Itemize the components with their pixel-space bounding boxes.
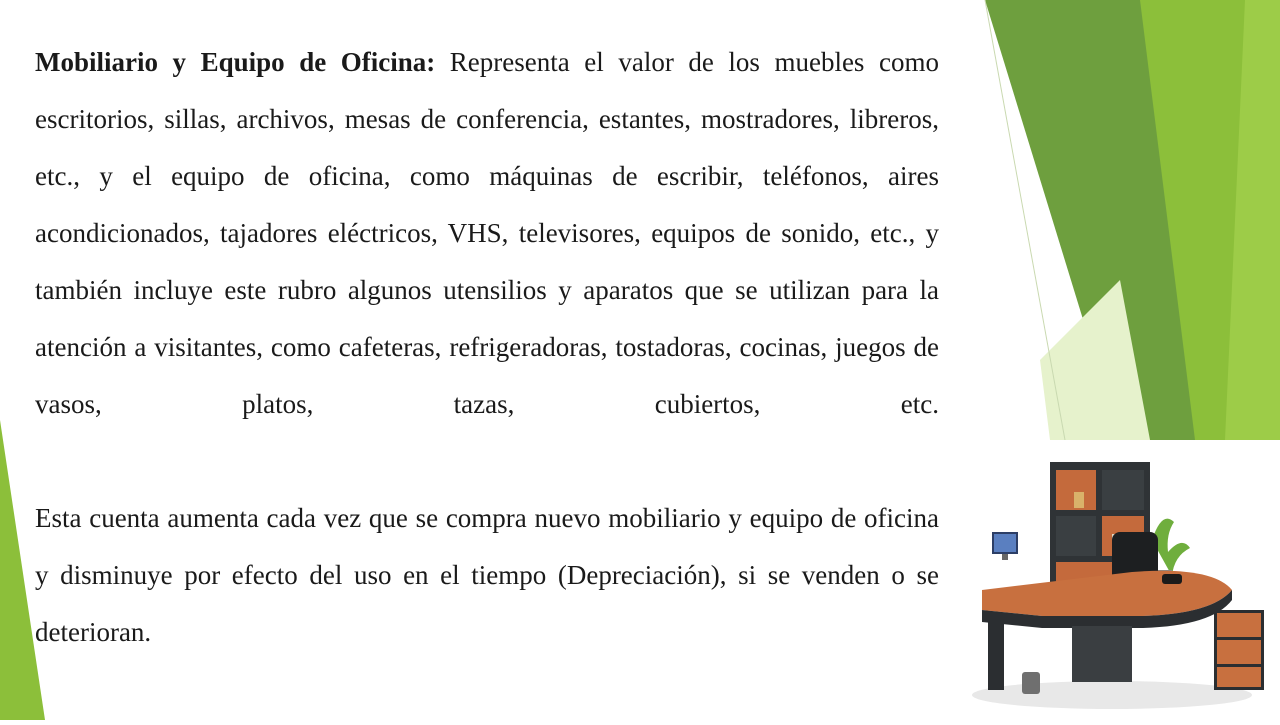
office-desk-illustration [962,440,1280,720]
office-desk-photo [962,440,1280,720]
paragraph-spacer [35,433,939,490]
paragraph-account-behavior [35,490,939,661]
definition-text: Representa el valor de los muebles como escritorios, sillas, archivos, mesas de conferencia, estantes, mostradores, libreros, etc., y el equipo de oficina, como máquinas de escribir, teléfonos, aires acondicionados, tajadores eléctricos, VHS, televisores, equipos de sonido, etc., y también incluye este rubro algunos utensilios y aparatos que se utilizan para la atención a visitantes, como cafeteras, refrigeradoras, tostadoras, cocinas, juegos de vasos, platos, tazas, cubiertos, etc. [35,47,939,419]
term-mobiliario: Mobiliario y Equipo de Oficina: [35,47,436,77]
slide-body [35,34,939,661]
paragraph-furniture-definition [35,34,939,433]
account-behavior-text: Esta cuenta aumenta cada vez que se compra nuevo mobiliario y equipo de oficina y disminuye por efecto del uso en el tiempo (Depreciación), si se venden o se deterioran. [35,503,939,647]
